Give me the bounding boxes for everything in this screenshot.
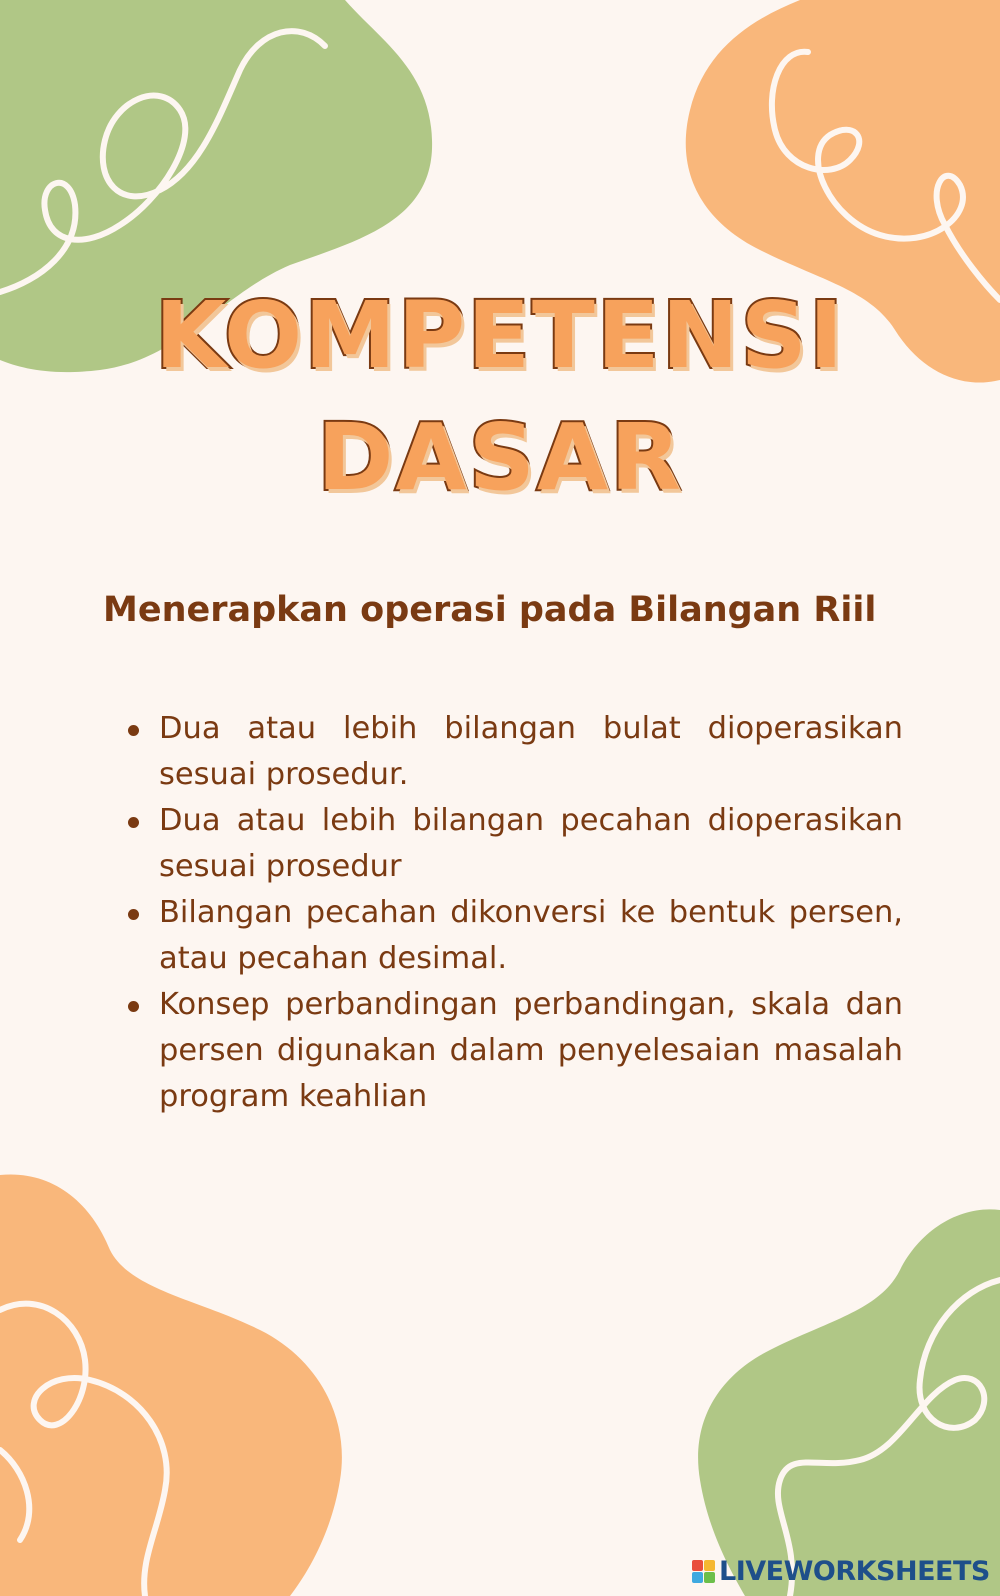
title-line-2: DASAR xyxy=(317,404,683,511)
bullet-list xyxy=(128,706,903,1120)
liveworksheets-logo-icon xyxy=(692,1560,715,1583)
list-item xyxy=(128,890,903,982)
list-item-text: Konsep perbandingan perbandingan, skala dan persen digunakan dalam penyelesaian masalah program keahlian xyxy=(159,987,903,1114)
list-item-text: Dua atau lebih bilangan bulat dioperasikan sesuai prosedur. xyxy=(159,711,903,792)
list-item xyxy=(128,982,903,1120)
logo-square xyxy=(692,1560,703,1571)
subtitle: Menerapkan operasi pada Bilangan Riil xyxy=(103,590,877,630)
brand-name: LIVEWORKSHEETS xyxy=(719,1556,990,1587)
list-item xyxy=(128,706,903,798)
logo-square xyxy=(704,1572,715,1583)
bullet-icon xyxy=(128,1001,139,1012)
bullet-icon xyxy=(128,817,139,828)
bullet-icon xyxy=(128,909,139,920)
list-item-text: Dua atau lebih bilangan pecahan dioperasikan sesuai prosedur xyxy=(159,803,903,884)
logo-square xyxy=(704,1560,715,1571)
liveworksheets-brand[interactable] xyxy=(692,1556,990,1587)
list-item-text: Bilangan pecahan dikonversi ke bentuk persen, atau pecahan desimal. xyxy=(159,895,903,976)
title-line-1: KOMPETENSI xyxy=(154,282,846,389)
list-item xyxy=(128,798,903,890)
green-blob-bottom-right xyxy=(698,1209,1000,1596)
bullet-icon xyxy=(128,725,139,736)
logo-square xyxy=(692,1572,703,1583)
